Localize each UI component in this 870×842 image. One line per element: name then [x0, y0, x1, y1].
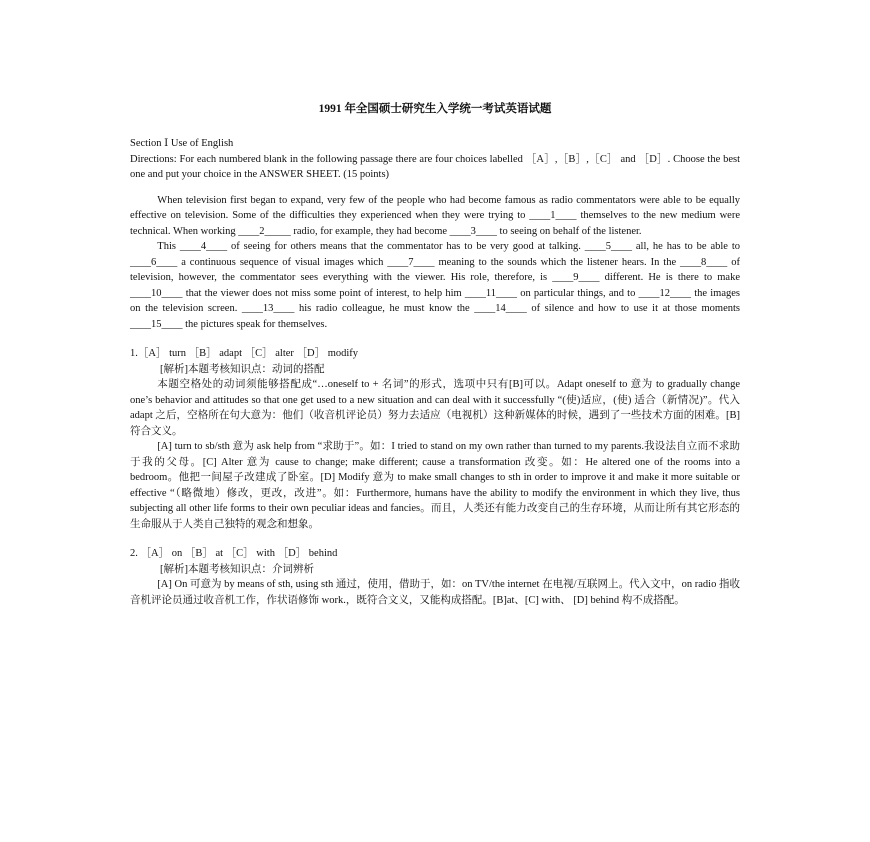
- question-1-knowledge-point: [解析]本题考核知识点：动词的搭配: [160, 363, 325, 375]
- passage-paragraph-2: This ____4____ of seeing for others means that the commentator has to be very good at talking. ____5____ all, he has to be able to ____6____ a continuous sequence of visual images which ____7____ meaning to the sounds which the listener hears. In the ____8____ of television, however, the commentator sees everything with the viewer. His role, therefore, is ____9____ different. He is there to make ____10____ that the viewer does not miss some point of interest, to help him ____11____ on particular things, and to ____12____ the images on the television screen. ____13____ his radio colleague, he must know the ____14____ of silence and how to use it at those moments ____15____ the pictures speak for themselves.: [130, 241, 740, 330]
- question-1-explanation-1: 本题空格处的动词须能够搭配成“…oneself to + 名词”的形式，选项中只有[B]可以。Adapt oneself to 意为 to gradually change one’s behavior and attitudes so that one get used to a new situation and can deal with it successfully “(使)适应，(使) 适合（新情况)”。代入 adapt 之后，空格所在句大意为：他们（收音机评论员）努力去适应（电视机）这种新媒体的时候，遇到了一些技术方面的困难。[B]符合文义。: [130, 379, 740, 437]
- directions-text: Directions: For each numbered blank in the following passage there are four choices labelled ［A］,［B］,［C］ and ［D］. Choose the best one and put your choice in the ANSWER SHEET. (15 points): [130, 153, 740, 180]
- passage-paragraph-1: When television first began to expand, very few of the people who had become famous as radio commentators were able to be equally effective on television. Some of the difficulties they experienced when they were trying to ____1____ themselves to the new medium were technical. When working ____2_____ radio, for example, they had become ____3____ to seeing on behalf of the listener.: [130, 194, 740, 237]
- question-1-options: 1.［A］ turn ［B］ adapt ［C］ alter ［D］ modify: [130, 348, 359, 359]
- question-2-explanation-1: [A] On 可意为 by means of sth, using sth 通过，使用，借助于，如：on TV/the internet 在电视/互联网上。代入文中，on radio 指收音机评论员通过收音机工作，作状语修饰 work.，既符合文义，又能构成搭配。[B]at、[C] with、 [D] behind 构不成搭配。: [130, 579, 740, 606]
- question-1-explanation-2: [A] turn to sb/sth 意为 ask help from “求助于”。如：I tried to stand on my own rather than turned to my parents.我设法自立而不求助于我的父母。[C] Alter 意为 cause to change; make different; cause a transformation 改变。如：He altered one of the rooms into a bedroom。他把一间屋子改建成了卧室。[D] Modify 意为 to make small changes to sth in order to improve it and make it more suitable or effective “（略微地）修改，更改，改进”。如：Furthermore, humans have the ability to modify the environment in which they live, thus subjecting all other life forms to their own peculiar ideas and fancies。而且，人类还有能力改变自己的生存环境，从而让所有其它形态的生命服从于人类自己独特的观念和想象。: [130, 441, 740, 530]
- question-2-knowledge-point: [解析]本题考核知识点：介词辨析: [160, 563, 314, 575]
- document-page: [130, 100, 740, 608]
- section-heading: Section Ⅰ Use of English: [130, 138, 234, 149]
- question-2-options: 2. ［A］ on ［B］ at ［C］ with ［D］ behind: [130, 548, 338, 559]
- document-title: 1991 年全国硕士研究生入学统一考试英语试题: [318, 103, 552, 115]
